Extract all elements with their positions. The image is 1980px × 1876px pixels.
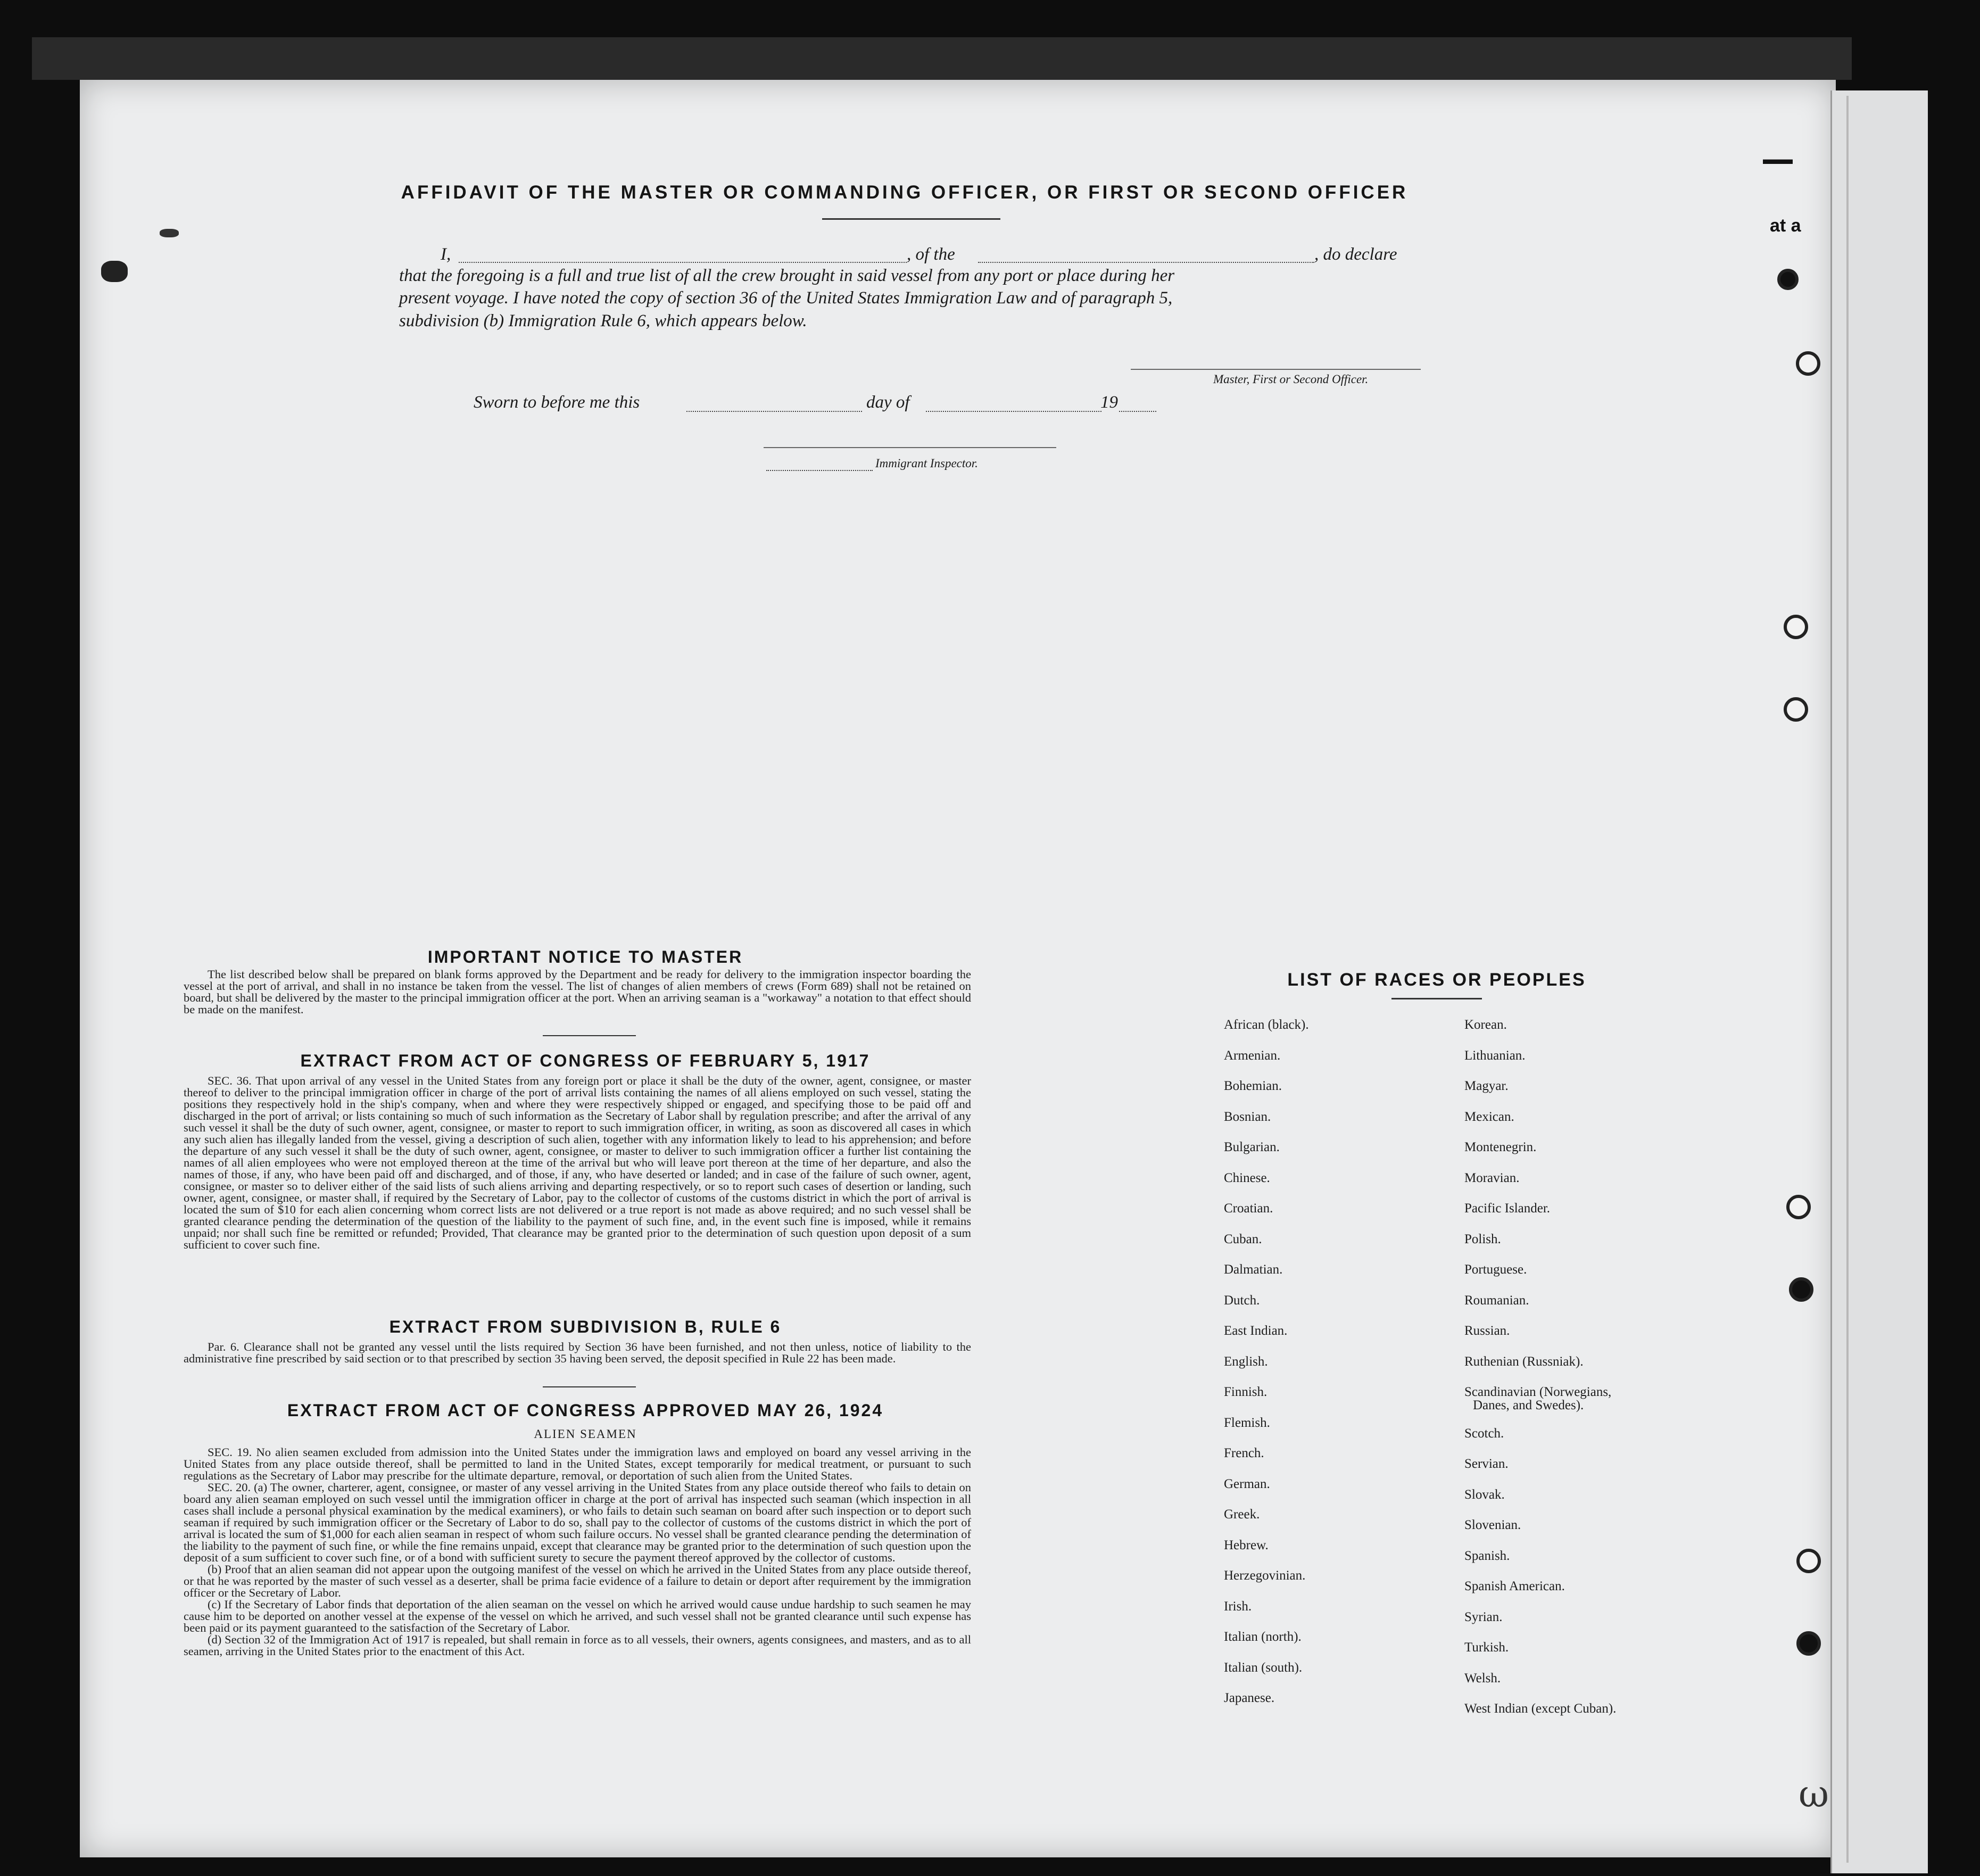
race-item: Scotch. xyxy=(1464,1426,1504,1441)
affidavit-line-4: subdivision (b) Immigration Rule 6, which appears below. xyxy=(399,311,807,330)
race-item-continuation: Danes, and Swedes). xyxy=(1473,1398,1584,1412)
affidavit-line-3: present voyage. I have noted the copy of section 36 of the United States Immigration Law and of paragraph 5, xyxy=(399,288,1173,308)
races-title: LIST OF RACES OR PEOPLES xyxy=(1287,970,1586,990)
affidavit-declare: , do declare xyxy=(1314,245,1397,264)
inspector-dotted-line xyxy=(766,470,873,471)
race-item: Italian (south). xyxy=(1224,1660,1303,1675)
race-item: Hebrew. xyxy=(1224,1538,1269,1552)
ink-speck-icon xyxy=(160,229,179,237)
race-item: Dalmatian. xyxy=(1224,1262,1283,1277)
race-item: Lithuanian. xyxy=(1464,1048,1526,1063)
scanner-frame xyxy=(32,37,1852,80)
page-edge-line xyxy=(1846,96,1849,1863)
race-item: Japanese. xyxy=(1224,1691,1275,1705)
year-label: 19 xyxy=(1100,393,1118,412)
notice-title: IMPORTANT NOTICE TO MASTER xyxy=(427,947,743,966)
affidavit-i: I, xyxy=(441,245,451,264)
rule-6-title: EXTRACT FROM SUBDIVISION B, RULE 6 xyxy=(389,1317,782,1336)
extract-1924-title: EXTRACT FROM ACT OF CONGRESS APPROVED MAY 26, 1924 xyxy=(287,1401,884,1420)
punch-hole-icon xyxy=(1796,1631,1821,1656)
extract-1924-sec-19: SEC. 19. No alien seamen excluded from admission into the United States under the immigration laws and employed on board any vessel arriving in the United States from any place outside thereof, shall be permitted to land in the United States, except temporarily for medical treatment, or pursuant to such regulations as the Secretary of Labor may prescribe for the ultimate departure, removal, or deportation of such alien from the United States. xyxy=(184,1445,971,1482)
master-caption: Master, First or Second Officer. xyxy=(1213,373,1369,386)
race-item: Roumanian. xyxy=(1464,1293,1529,1308)
rule-6-body: Par. 6. Clearance shall not be granted any vessel until the lists required by Section 36 have been furnished, and not then unless, notice of liability to the administrative fine prescribed by said section or to that prescribed by section 35 having been served, the deposit specified in Rule 22 has been made. xyxy=(184,1340,971,1365)
race-item: Slovenian. xyxy=(1464,1518,1521,1532)
adjacent-page-edge xyxy=(1830,90,1928,1873)
race-item: Croatian. xyxy=(1224,1201,1273,1216)
handwritten-mark: ω xyxy=(1799,1772,1829,1816)
race-item: Turkish. xyxy=(1464,1640,1509,1655)
race-item: Slovak. xyxy=(1464,1487,1505,1502)
race-item: Mexican. xyxy=(1464,1109,1514,1124)
affidavit-of-the: , of the xyxy=(907,245,955,264)
race-item: French. xyxy=(1224,1446,1264,1460)
race-item: Welsh. xyxy=(1464,1671,1501,1685)
race-item: Dutch. xyxy=(1224,1293,1260,1308)
race-item: East Indian. xyxy=(1224,1324,1288,1338)
vessel-field[interactable] xyxy=(978,262,1314,263)
sworn-month-field[interactable] xyxy=(926,411,1101,412)
sworn-label: Sworn to before me this xyxy=(474,393,640,412)
race-item: English. xyxy=(1224,1354,1268,1369)
extract-1924-sec-20a: SEC. 20. (a) The owner, charterer, agent, consignee, or master of any vessel arriving in the United States from any place outside thereof who fails to detain on board any alien seaman employed on such vessel until the immigration officer in charge at the port of arrival has inspected such seaman (which inspection in all cases shall include a personal physical examination by the medical examiners), or who fails to detain such seaman on board after such inspection or to deport such seaman if required by such immigration officer or the Secretary of Labor to do so, shall pay to the collector of customs of the customs district in which the port of arrival is located the sum of $1,000 for each alien seaman in respect of whom such failure occurs. No vessel shall be granted clearance pending the determination of the liability to the payment of such fine, or while the fine remains unpaid, except that clearance may be granted prior to the determination of such question upon the deposit of a sum sufficient to cover such fine, or of a bond with sufficient surety to secure the payment thereof approved by the collector of customs. xyxy=(184,1481,971,1564)
day-of-label: day of xyxy=(866,393,910,412)
extract-1917-body: SEC. 36. That upon arrival of any vessel in the United States from any foreign port or place it shall be the duty of the owner, agent, consignee, or master thereof to deliver to the principal immigration officer in charge of the port of arrival lists containing the names of all aliens employed on such vessel, stating the positions they respectively hold in the ship's company, when and where they were respectively shipped or engaged, and specifying those to be paid off and discharged in the port of arrival; or lists containing so much of such information as the Secretary of Labor shall by regulation prescribe; and after the arrival of any such vessel it shall be the duty of such owner, agent, consignee, or master to report to such immigration officer, in writing, as soon as discovered all cases in which any such alien has illegally landed from the vessel, giving a description of such alien, together with any information likely to lead to his apprehension; and before the departure of any such vessel it shall be the duty of such owner, agent, consignee, or master to deliver to such immigration officer a further list containing the names of all alien employees who were not employed thereon at the time of the arrival but who will leave port thereon at the time of her departure, and also the names of those, if any, who have been paid off and discharged, and of those, if any, who have deserted or landed; and in case of the failure of such owner, agent, consignee, or master so to deliver either of the said lists of such aliens arriving and departing respectively, or so to report such cases of desertion or landing, such owner, agent, consignee, or master shall, if required by the Secretary of Labor, pay to the collector of customs of the customs district in which the port of arrival is located the sum of $10 for each alien concerning whom correct lists are not delivered or a true report is not made as above required; and no such vessel shall be granted clearance pending the determination of the question of the liability to the payment of such fine, and, in the event such fine is imposed, while it remains unpaid; nor shall such fine be remitted or refunded; Provided, That clearance may be granted prior to the determination of such question upon deposit of a sum sufficient to cover such fine. xyxy=(184,1074,971,1251)
extract-1917-title: EXTRACT FROM ACT OF CONGRESS OF FEBRUARY 5, 1917 xyxy=(300,1051,871,1070)
race-item: Irish. xyxy=(1224,1599,1252,1614)
race-item: Russian. xyxy=(1464,1324,1510,1338)
margin-tab-text: at a xyxy=(1770,216,1801,236)
punch-hole-icon xyxy=(1796,1549,1821,1573)
race-item: Chinese. xyxy=(1224,1170,1270,1185)
race-item: Flemish. xyxy=(1224,1415,1270,1430)
extract-1924-sec-20d: (d) Section 32 of the Immigration Act of 1917 is repealed, but shall remain in force as to all vessels, their owners, agents consignees, and masters, and as to all seamen, arriving in the United States prior to the enactment of this Act. xyxy=(184,1633,971,1658)
inspector-caption: Immigrant Inspector. xyxy=(875,457,978,470)
inspector-signature-field[interactable] xyxy=(764,447,1056,448)
metal-clip-icon: ▬▬ xyxy=(1763,151,1793,167)
sworn-day-field[interactable] xyxy=(686,411,862,412)
section-divider xyxy=(543,1035,636,1036)
race-item: Greek. xyxy=(1224,1507,1260,1522)
title-divider xyxy=(822,218,1000,220)
race-item: Servian. xyxy=(1464,1457,1509,1471)
race-item: Spanish. xyxy=(1464,1548,1510,1563)
master-signature-field[interactable] xyxy=(1131,369,1421,370)
affidavit-title: AFFIDAVIT OF THE MASTER OR COMMANDING OFFICER, OR FIRST OR SECOND OFFICER xyxy=(401,182,1409,203)
race-item: Syrian. xyxy=(1464,1609,1503,1624)
race-item: African (black). xyxy=(1224,1018,1309,1032)
race-item: Spanish American. xyxy=(1464,1579,1565,1593)
section-divider xyxy=(543,1386,636,1387)
extract-1924-sec-20c: (c) If the Secretary of Labor finds that deportation of the alien seaman on the vessel on which he arrived would cause undue hardship to such seamen he may cause him to be deported on another vessel at the expense of the vessel on which he arrived, and such vessel shall not be granted clearance until such expense has been paid or its payment guaranteed to the satisfaction of the Secretary of Labor. xyxy=(184,1598,971,1634)
punch-hole-icon xyxy=(1789,1277,1813,1302)
race-item: Cuban. xyxy=(1224,1232,1262,1246)
race-item: Finnish. xyxy=(1224,1385,1267,1399)
race-item: Scandinavian (Norwegians, xyxy=(1464,1385,1612,1399)
race-item: Ruthenian (Russniak). xyxy=(1464,1354,1584,1369)
race-item: Armenian. xyxy=(1224,1048,1281,1063)
race-item: German. xyxy=(1224,1476,1270,1491)
race-item: Moravian. xyxy=(1464,1170,1520,1185)
punch-hole-icon xyxy=(1784,697,1808,722)
race-item: Pacific Islander. xyxy=(1464,1201,1551,1216)
race-item: Magyar. xyxy=(1464,1079,1509,1093)
notice-body: The list described below shall be prepared on blank forms approved by the Department and be ready for delivery to the immigration inspector boarding the vessel at the port of arrival, and shall in no instance be taken from the vessel. The list of changes of alien members of crews (Form 689) shall not be retained on board, but shall be delivered by the master to the principal immigration officer at the port. When an arriving seaman is a "workaway" a notation to that effect should be made on the manifest. xyxy=(184,968,971,1016)
race-item: Bosnian. xyxy=(1224,1109,1271,1124)
extract-1924-subtitle: ALIEN SEAMEN xyxy=(534,1427,637,1441)
race-item: Bulgarian. xyxy=(1224,1140,1280,1154)
ink-blot-icon xyxy=(101,261,128,282)
punch-hole-icon xyxy=(1777,269,1799,290)
name-field[interactable] xyxy=(459,262,907,263)
race-item: Montenegrin. xyxy=(1464,1140,1537,1154)
punch-hole-icon xyxy=(1796,351,1820,376)
race-item: Korean. xyxy=(1464,1018,1507,1032)
extract-1924-sec-20b: (b) Proof that an alien seaman did not appear upon the outgoing manifest of the vessel on which he arrived in the United States from any place outside thereof, or that he was reported by the master of such vessel as a deserter, shall be prima facie evidence of a failure to detain or deport after requirement by the immigration officer or the Secretary of Labor. xyxy=(184,1563,971,1599)
race-item: Herzegovinian. xyxy=(1224,1568,1306,1583)
races-divider xyxy=(1391,998,1482,999)
sworn-year-field[interactable] xyxy=(1119,411,1156,412)
race-item: West Indian (except Cuban). xyxy=(1464,1701,1617,1716)
affidavit-line-2: that the foregoing is a full and true list of all the crew brought in said vessel from any port or place during her xyxy=(399,266,1175,285)
race-item: Italian (north). xyxy=(1224,1630,1302,1644)
race-item: Portuguese. xyxy=(1464,1262,1527,1277)
punch-hole-icon xyxy=(1784,615,1808,639)
race-item: Polish. xyxy=(1464,1232,1501,1246)
punch-hole-icon xyxy=(1786,1195,1811,1219)
race-item: Bohemian. xyxy=(1224,1079,1282,1093)
